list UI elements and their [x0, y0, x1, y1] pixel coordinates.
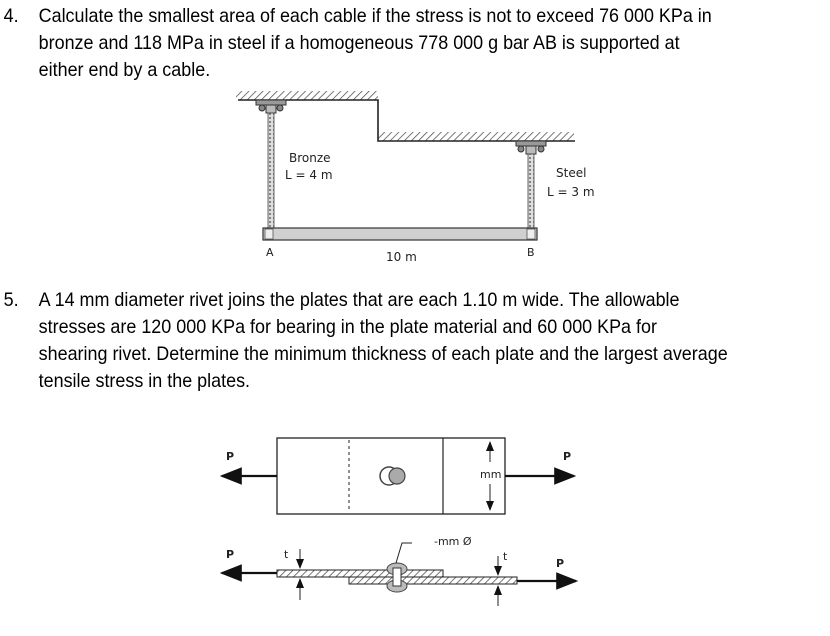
- ceiling-left-hatch: [236, 91, 378, 100]
- problem-line: tensile stress in the plates.: [38, 370, 251, 392]
- bronze-label: Bronze: [289, 151, 331, 165]
- side-load-label-right: P: [556, 557, 565, 570]
- width-dim-label: mm: [480, 468, 502, 481]
- problem-line: shearing rivet. Determine the minimum thickness of each plate and the largest average: [38, 343, 728, 365]
- problem-line: Calculate the smallest area of each cable if the stress is not to exceed 76 000 KPa in: [38, 5, 712, 27]
- ceiling-right-hatch: [378, 132, 574, 141]
- bronze-length-label: L = 4 m: [285, 168, 333, 182]
- bronze-cable: [268, 113, 274, 228]
- bar-end-b: [527, 229, 535, 239]
- t-right-label: t: [503, 550, 508, 563]
- problem-line: A 14 mm diameter rivet joins the plates that are each 1.10 m wide. The allowable: [38, 289, 680, 311]
- problem-number: 4.: [3, 5, 19, 27]
- problem-line: stresses are 120 000 KPa for bearing in the plate material and 60 000 KPa for: [38, 316, 657, 338]
- upper-plate-section: [277, 570, 443, 577]
- rivet-head: [389, 468, 405, 484]
- span-label: 10 m: [386, 250, 417, 264]
- problem-number: 5.: [3, 289, 19, 311]
- steel-cable: [528, 154, 534, 228]
- right-support-bracket: [516, 141, 546, 154]
- steel-label: Steel: [556, 166, 587, 180]
- load-label-right: P: [563, 450, 572, 463]
- load-label-left: P: [226, 450, 235, 463]
- steel-length-label: L = 3 m: [547, 185, 595, 199]
- lower-plate-section: [349, 577, 517, 584]
- t-left-label: t: [284, 548, 289, 561]
- point-b-label: B: [527, 246, 535, 259]
- left-support-bracket: [256, 100, 286, 113]
- side-load-label-left: P: [226, 548, 235, 561]
- bar-end-a: [265, 229, 273, 239]
- point-a-label: A: [266, 246, 274, 259]
- rivet-shank: [393, 568, 401, 586]
- riveted-plates-top-view: [222, 438, 574, 514]
- problem-line: either end by a cable.: [38, 59, 211, 81]
- cable-support-diagram: [236, 91, 595, 264]
- rivet-dim-label: -mm Ø: [434, 535, 472, 548]
- riveted-plates-side-view: [222, 535, 576, 606]
- problem-line: bronze and 118 MPa in steel if a homogeneous 778 000 g bar AB is supported at: [38, 32, 680, 54]
- bar-ab: [263, 228, 537, 240]
- rivet-dim-leader: [396, 543, 412, 563]
